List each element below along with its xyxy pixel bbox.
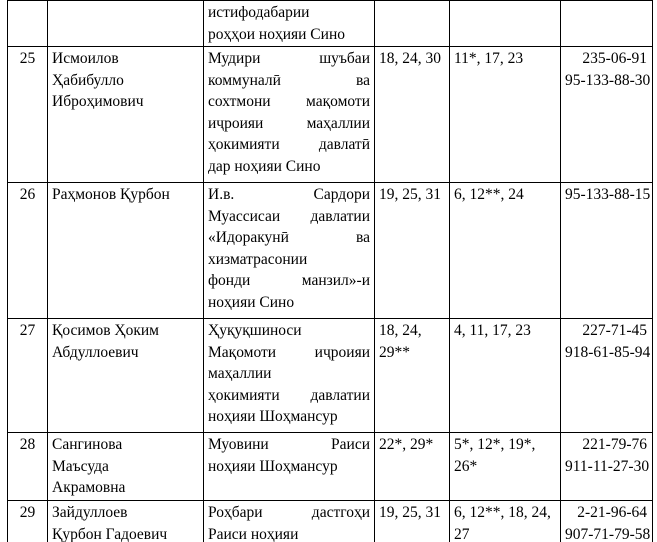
name-cell [48,1,204,47]
position-cell [204,433,375,501]
name-cell [48,183,204,319]
table-body [8,1,653,542]
cell-text-line: ҳокимияти давлатии [208,386,370,404]
cell-text-line: Иброҳимович [52,93,144,110]
cell-text-line: Зайдуллоев [52,504,128,521]
table-row [8,47,653,183]
row-number-cell [8,47,48,183]
cell-text-line: роҳҳои ноҳияи Сино [208,25,345,43]
dates-cell-2 [450,1,561,47]
dates-text: 4, 11, 17, 23 [454,322,531,339]
cell-text-line: Ҳуқуқшиноси [208,322,302,339]
cell-text-line: Роҳбари дастгоҳи [208,504,370,521]
cell-text-line: 907-71-79-58 [565,525,651,542]
cell-text-line: 95-133-88-15 [565,186,651,203]
row-number-cell [8,319,48,433]
cell-text-line: И.в. Сардори [208,186,370,203]
cell-text-line: коммуналӣ ва [208,71,370,89]
cell-text-line: сохтмони мақомоти [208,93,370,110]
cell-text-line: 2-21-96-64 [577,504,647,521]
table-row [8,183,653,319]
cell-text-line: ноҳияи Шоҳмансур [208,408,338,425]
dates-cell-2 [450,183,561,319]
cell-text-line: «Идоракунӣ ва [208,229,370,246]
dates-cell-2 [450,501,561,542]
cell-text-line: маҳаллии [208,365,272,382]
position-cell [204,47,375,183]
cell-text-line: Абдуллоевич [52,343,139,361]
phone-cell [561,47,653,183]
position-cell [204,1,375,47]
name-cell [48,319,204,433]
dates-text: 5*, 12*, 19*, 26* [454,436,536,475]
cell-text-line: Ҳабибулло [52,71,124,89]
cell-text-line: фонди манзил»-и [208,272,370,289]
cell-text-line: Сангинова [52,436,123,453]
phone-cell [561,1,653,47]
cell-text-line: Маъсуда [52,457,109,475]
row-number-cell [8,501,48,542]
name-cell [48,47,204,183]
cell-text-line: Муовини Раиси [208,436,370,453]
dates-text: 6, 12**, 18, 24, 27 [454,504,551,542]
dates-cell-1 [375,183,450,319]
dates-cell-1 [375,1,450,47]
table-row [8,433,653,501]
cell-text-line: 918-61-85-94 [565,343,651,361]
row-number: 29 [19,504,36,521]
duty-schedule-table [7,0,653,542]
position-cell [204,183,375,319]
cell-text-line: 95-133-88-30 [565,71,651,89]
dates-text: 19, 25, 31 [379,186,441,203]
dates-cell-2 [450,47,561,183]
cell-text-line: Қурбон Гадоевич [52,525,168,542]
row-number: 27 [19,322,36,339]
phone-cell [561,319,653,433]
cell-text-line: истифодабарии [208,4,310,21]
dates-cell-1 [375,319,450,433]
cell-text-line: 911-11-27-30 [565,457,650,475]
cell-text-line: Раҳмонов Қурбон [52,186,170,203]
dates-text: 11*, 17, 23 [454,50,524,67]
dates-text: 19, 25, 31 [379,504,441,521]
row-number-cell [8,1,48,47]
name-cell [48,433,204,501]
dates-text: 22*, 29* [379,436,434,453]
dates-cell-1 [375,501,450,542]
dates-text: 18, 24, 30 [379,50,441,67]
cell-text-line: Исмоилов [52,50,119,67]
table-row [8,1,653,47]
cell-text-line: дар ноҳияи Сино [208,157,321,175]
position-cell [204,501,375,542]
cell-text-line: ҳокимияти давлатӣ [208,136,370,153]
cell-text-line: Мудири шуъбаи [208,50,370,67]
cell-text-line: хизматрасонии [208,250,308,268]
cell-text-line: ноҳияи Шоҳмансур [208,457,338,475]
row-number: 28 [19,436,36,453]
phone-cell [561,433,653,501]
cell-text-line: Муассисаи давлатии [208,207,370,225]
cell-text-line: 221-79-76 [582,436,647,453]
cell-text-line: иҷроияи маҳаллии [208,114,370,132]
dates-cell-2 [450,319,561,433]
row-number-cell [8,433,48,501]
position-cell [204,319,375,433]
cell-text-line: 235-06-91 [582,50,647,67]
dates-cell-1 [375,47,450,183]
phone-cell [561,501,653,542]
cell-text-line: Қосимов Ҳоким [52,322,159,339]
name-cell [48,501,204,542]
table-row [8,319,653,433]
row-number: 25 [19,50,36,67]
cell-text-line: Акрамовна [52,479,126,496]
row-number-cell [8,183,48,319]
cell-text-line: ноҳияи Сино [208,293,295,311]
dates-text: 6, 12**, 24 [454,186,524,203]
cell-text-line: 227-71-45 [582,322,647,339]
dates-cell-2 [450,433,561,501]
dates-cell-1 [375,433,450,501]
phone-cell [561,183,653,319]
table-row [8,501,653,542]
cell-text-line: Раиси ноҳияи [208,525,299,542]
cell-text-line: Мақомоти иҷроияи [208,343,370,361]
row-number: 26 [19,186,36,203]
dates-text: 18, 24, 29** [379,322,422,361]
